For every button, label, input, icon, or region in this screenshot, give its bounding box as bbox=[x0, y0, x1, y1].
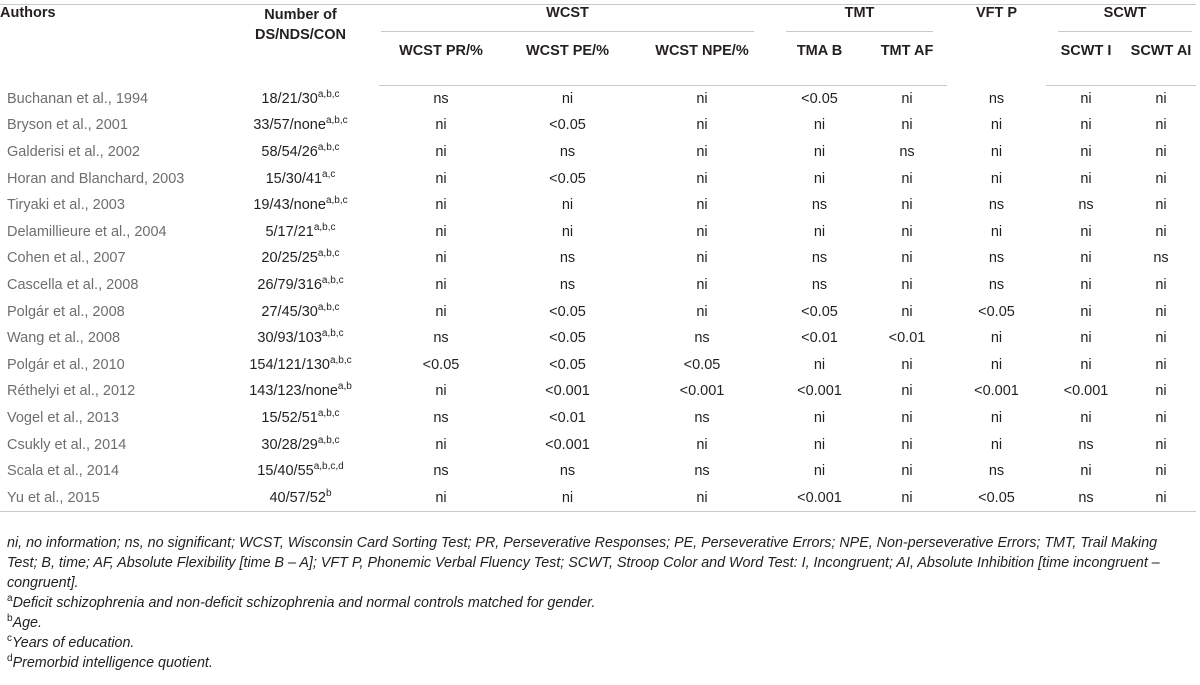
footnote-text: Age. bbox=[12, 615, 42, 631]
cell-number bbox=[222, 192, 379, 219]
cell-number-value: 19/43/none bbox=[253, 197, 326, 214]
cell-number-value: 15/40/55 bbox=[257, 463, 314, 480]
cell-number-value: 40/57/52 bbox=[269, 489, 326, 506]
cell-value: ni bbox=[561, 223, 574, 240]
cell-value: ni bbox=[1080, 117, 1092, 134]
cell-value: <0.001 bbox=[679, 383, 725, 400]
cell-value: <0.01 bbox=[801, 330, 838, 347]
cell-number bbox=[222, 325, 379, 352]
cell-value: <0.001 bbox=[797, 383, 842, 400]
table-header bbox=[0, 5, 1196, 86]
cell-value: ni bbox=[435, 170, 447, 187]
cell-value: ni bbox=[1155, 436, 1167, 453]
cell-value: ni bbox=[1155, 409, 1167, 426]
table-row bbox=[0, 192, 1196, 219]
cell-number-value: 15/52/51 bbox=[261, 409, 318, 426]
cell-value: ns bbox=[433, 463, 449, 480]
cell-value: ni bbox=[990, 223, 1003, 240]
cell-value: ni bbox=[901, 197, 913, 214]
footnote-text: Deficit schizophrenia and non-deficit schizophrenia and normal controls matched for gender. bbox=[12, 595, 596, 611]
cell-value: <0.05 bbox=[683, 356, 721, 373]
cell-value: ni bbox=[435, 223, 447, 240]
cell-value: ni bbox=[813, 356, 826, 373]
cell-value: ns bbox=[1078, 197, 1094, 214]
cell-number-value: 58/54/26 bbox=[261, 143, 318, 160]
cell-value: <0.05 bbox=[549, 356, 586, 373]
cell-value: ns bbox=[811, 250, 828, 267]
cell-value: ni bbox=[990, 143, 1003, 160]
cell-value: ni bbox=[1155, 383, 1167, 400]
cell-value: ni bbox=[632, 484, 772, 511]
table-row bbox=[0, 272, 1196, 299]
cell-author: Polgár et al., 2008 bbox=[7, 303, 125, 320]
cell-value: ni bbox=[696, 276, 708, 293]
cell-value: <0.001 bbox=[772, 484, 867, 511]
cell-author: Scala et al., 2014 bbox=[7, 463, 120, 480]
cell-number bbox=[222, 458, 379, 485]
header-wcst-pe: WCST PE/% bbox=[503, 43, 632, 85]
cell-author: Csukly et al., 2014 bbox=[7, 436, 127, 453]
cell-author: Cohen et al., 2007 bbox=[7, 250, 126, 267]
cell-author: Delamillieure et al., 2004 bbox=[7, 223, 167, 240]
cell-author: Bryson et al., 2001 bbox=[7, 117, 128, 134]
cell-value: ns bbox=[559, 463, 576, 480]
cell-value: ni bbox=[813, 170, 826, 187]
cell-value: ni bbox=[1080, 463, 1092, 480]
cell-number-superscript: a,b,c bbox=[313, 221, 336, 233]
footnote bbox=[7, 613, 1191, 633]
cell-value: <0.05 bbox=[549, 303, 586, 320]
cell-value: ns bbox=[559, 143, 576, 160]
cell-value: ns bbox=[899, 143, 915, 160]
header-tma-b: TMA B bbox=[772, 43, 867, 85]
footnote-text: Years of education. bbox=[12, 635, 135, 651]
cell-author: Vogel et al., 2013 bbox=[7, 409, 120, 426]
cell-value: ni bbox=[990, 117, 1003, 134]
cell-number bbox=[222, 85, 379, 112]
cell-value: ni bbox=[435, 303, 447, 320]
cell-value: ni bbox=[1080, 90, 1092, 107]
footnote-mark: d bbox=[7, 653, 13, 664]
cell-value: ni bbox=[696, 143, 708, 160]
header-wcst-npe: WCST NPE/% bbox=[632, 43, 772, 85]
cell-author: Horan and Blanchard, 2003 bbox=[7, 170, 185, 187]
cell-author: Buchanan et al., 1994 bbox=[7, 90, 149, 107]
cell-value: ni bbox=[990, 436, 1003, 453]
cell-number bbox=[222, 298, 379, 325]
cell-value: ni bbox=[990, 356, 1003, 373]
table-notes bbox=[7, 533, 1191, 673]
cell-number bbox=[222, 139, 379, 166]
cell-value: ns bbox=[988, 250, 1005, 267]
cell-value: ni bbox=[901, 276, 913, 293]
cell-value: ns bbox=[433, 409, 449, 426]
cell-value: ni bbox=[813, 409, 826, 426]
cell-value: ns bbox=[1046, 484, 1126, 511]
cell-value: ni bbox=[1155, 463, 1167, 480]
table-row bbox=[0, 218, 1196, 245]
cell-value: ni bbox=[435, 143, 447, 160]
cell-value: ni bbox=[561, 197, 574, 214]
cell-value: ni bbox=[561, 90, 574, 107]
cell-value: <0.05 bbox=[978, 303, 1015, 320]
cell-value: ni bbox=[696, 90, 708, 107]
cell-number-superscript: a,c bbox=[322, 168, 336, 180]
cell-value: ni bbox=[901, 170, 913, 187]
cell-value: ni bbox=[696, 197, 708, 214]
cell-value: <0.001 bbox=[1063, 383, 1109, 400]
cell-value: ns bbox=[988, 90, 1005, 107]
table-row bbox=[0, 378, 1196, 405]
cell-number-superscript: a,b,c,d bbox=[313, 461, 344, 473]
results-table bbox=[0, 4, 1196, 512]
cell-value: ni bbox=[813, 436, 826, 453]
cell-value: ni bbox=[696, 436, 708, 453]
cell-value: ni bbox=[1080, 276, 1092, 293]
cell-value: ni bbox=[1155, 223, 1167, 240]
cell-value: ni bbox=[813, 223, 826, 240]
table-row bbox=[0, 112, 1196, 139]
cell-value: ni bbox=[901, 436, 913, 453]
cell-value: ni bbox=[1155, 143, 1167, 160]
cell-value: <0.001 bbox=[545, 383, 590, 400]
footnote bbox=[7, 633, 1191, 653]
cell-value: ni bbox=[1155, 276, 1167, 293]
cell-value: ni bbox=[1155, 303, 1167, 320]
cell-value: ns bbox=[559, 276, 576, 293]
footnote bbox=[7, 653, 1191, 673]
cell-number bbox=[222, 112, 379, 139]
header-number-line2: DS/NDS/CON bbox=[254, 27, 347, 43]
cell-value: ni bbox=[901, 356, 913, 373]
cell-value: ni bbox=[1080, 223, 1092, 240]
cell-number bbox=[222, 245, 379, 272]
table-row bbox=[0, 245, 1196, 272]
cell-number-value: 33/57/none bbox=[253, 117, 326, 134]
cell-number-superscript: a,b,c bbox=[317, 248, 340, 260]
cell-value: ni bbox=[1155, 90, 1167, 107]
header-group-vftp: VFT P bbox=[975, 5, 1018, 21]
cell-number-superscript: a,b,c bbox=[317, 88, 340, 100]
cell-value: ni bbox=[696, 250, 708, 267]
cell-value: ns bbox=[1153, 250, 1169, 267]
cell-value: ni bbox=[901, 117, 913, 134]
cell-number bbox=[222, 431, 379, 458]
header-group-wcst: WCST bbox=[381, 5, 754, 32]
cell-value: ns bbox=[694, 463, 710, 480]
cell-number-superscript: a,b,c bbox=[329, 354, 352, 366]
cell-number-value: 5/17/21 bbox=[265, 223, 314, 240]
cell-value: ni bbox=[696, 170, 708, 187]
cell-value: <0.05 bbox=[801, 90, 838, 107]
header-number-line1: Number of bbox=[264, 7, 337, 23]
header-tmt-af: TMT AF bbox=[867, 43, 947, 85]
cell-value: ni bbox=[1155, 197, 1167, 214]
cell-number-superscript: a,b,c bbox=[325, 195, 348, 207]
cell-value: ni bbox=[813, 117, 826, 134]
cell-number bbox=[222, 351, 379, 378]
table-row bbox=[0, 405, 1196, 432]
cell-value: ni bbox=[901, 463, 913, 480]
cell-number bbox=[222, 165, 379, 192]
cell-number bbox=[222, 405, 379, 432]
cell-value: ns bbox=[433, 90, 449, 107]
cell-number bbox=[222, 378, 379, 405]
cell-number-superscript: a,b,c bbox=[317, 141, 340, 153]
cell-value: ns bbox=[1078, 436, 1094, 453]
cell-value: ni bbox=[867, 484, 947, 511]
cell-author: Wang et al., 2008 bbox=[7, 330, 121, 347]
cell-author: Cascella et al., 2008 bbox=[7, 276, 139, 293]
cell-value: ni bbox=[1155, 117, 1167, 134]
cell-author: Tiryaki et al., 2003 bbox=[7, 197, 125, 214]
cell-number-superscript: a,b,c bbox=[317, 434, 340, 446]
cell-number-superscript: b bbox=[325, 487, 332, 499]
cell-value: ni bbox=[1080, 303, 1092, 320]
cell-value: ni bbox=[901, 409, 913, 426]
footnotes bbox=[7, 593, 1191, 673]
cell-author: Yu et al., 2015 bbox=[0, 484, 222, 511]
cell-number-superscript: a,b bbox=[337, 381, 352, 393]
table-body bbox=[0, 85, 1196, 512]
cell-author: Polgár et al., 2010 bbox=[7, 356, 125, 373]
cell-value: ni bbox=[1155, 330, 1167, 347]
cell-author: Réthelyi et al., 2012 bbox=[7, 383, 136, 400]
cell-value: ni bbox=[696, 303, 708, 320]
cell-value: ni bbox=[435, 383, 447, 400]
cell-number-value: 18/21/30 bbox=[261, 90, 318, 107]
cell-number-superscript: a,b,c bbox=[325, 115, 348, 127]
footnote bbox=[7, 593, 1191, 613]
cell-value: ns bbox=[559, 250, 576, 267]
table-row bbox=[0, 325, 1196, 352]
cell-value: ni bbox=[1080, 143, 1092, 160]
cell-value: ns bbox=[694, 330, 710, 347]
cell-number-value: 15/30/41 bbox=[265, 170, 323, 187]
header-group-tmt: TMT bbox=[786, 5, 933, 32]
cell-value: ni bbox=[901, 90, 913, 107]
table-row bbox=[0, 165, 1196, 192]
table-row bbox=[0, 458, 1196, 485]
cell-value: ni bbox=[1080, 409, 1092, 426]
table-row bbox=[0, 431, 1196, 458]
cell-value: <0.05 bbox=[422, 356, 460, 373]
cell-value: ni bbox=[1080, 330, 1092, 347]
cell-author: Galderisi et al., 2002 bbox=[7, 143, 140, 160]
header-authors: Authors bbox=[0, 5, 56, 21]
table-row bbox=[0, 85, 1196, 112]
cell-number bbox=[222, 484, 379, 511]
cell-number-value: 143/123/none bbox=[249, 383, 338, 400]
cell-value: ni bbox=[813, 143, 826, 160]
cell-number-value: 30/93/103 bbox=[257, 330, 322, 347]
header-wcst-pr: WCST PR/% bbox=[379, 43, 503, 85]
cell-number-value: 20/25/25 bbox=[261, 250, 318, 267]
footnote-mark: c bbox=[7, 633, 12, 644]
cell-value: ni bbox=[990, 330, 1003, 347]
cell-value: <0.05 bbox=[549, 117, 586, 134]
table-row bbox=[0, 139, 1196, 166]
cell-value: ni bbox=[1080, 250, 1092, 267]
cell-value: ni bbox=[901, 303, 913, 320]
cell-value: ns bbox=[988, 276, 1005, 293]
cell-value: <0.05 bbox=[801, 303, 838, 320]
footnote-mark: a bbox=[7, 593, 13, 604]
cell-number-superscript: a,b,c bbox=[321, 328, 344, 340]
cell-value: ni bbox=[990, 409, 1003, 426]
cell-value: <0.05 bbox=[549, 170, 586, 187]
header-group-scwt: SCWT bbox=[1058, 5, 1192, 32]
table-row bbox=[0, 298, 1196, 325]
cell-value: ns bbox=[988, 463, 1005, 480]
cell-value: <0.05 bbox=[947, 484, 1046, 511]
cell-value: ni bbox=[696, 223, 708, 240]
cell-value: ni bbox=[503, 484, 632, 511]
cell-value: ni bbox=[1126, 484, 1196, 511]
table-row bbox=[0, 484, 1196, 511]
table-row bbox=[0, 351, 1196, 378]
header-scwt-i: SCWT I bbox=[1046, 43, 1126, 85]
cell-value: ni bbox=[435, 117, 447, 134]
cell-value: ni bbox=[435, 250, 447, 267]
cell-value: <0.01 bbox=[888, 330, 926, 347]
cell-number-value: 27/45/30 bbox=[261, 303, 318, 320]
cell-value: <0.001 bbox=[974, 383, 1019, 400]
cell-number-value: 30/28/29 bbox=[261, 436, 318, 453]
cell-value: ns bbox=[811, 276, 828, 293]
cell-value: ni bbox=[990, 170, 1003, 187]
footnote-mark: b bbox=[7, 613, 13, 624]
cell-value: ni bbox=[813, 463, 826, 480]
cell-number bbox=[222, 272, 379, 299]
cell-value: ns bbox=[988, 197, 1005, 214]
cell-number-value: 154/121/130 bbox=[249, 356, 330, 373]
cell-value: ns bbox=[811, 197, 828, 214]
cell-value: <0.01 bbox=[549, 409, 586, 426]
cell-number-superscript: a,b,c bbox=[321, 274, 344, 286]
abbreviations-note: ni, no information; ns, no significant; WCST, Wisconsin Card Sorting Test; PR, Perseverative Responses; PE, Perseverative Errors; NPE, Non-perseverative Errors; TMT, Trail Making Test; B, time; AF, Absolute Flexibility [time B – A]; VFT P, Phonemic Verbal Fluency Test; SCWT, Stroop Color and Word Test: I, Incongruent; AI, Absolute Inhibition [time incongruent – congruent]. bbox=[7, 535, 1160, 591]
cell-value: ni bbox=[435, 276, 447, 293]
cell-value: ni bbox=[901, 223, 913, 240]
cell-value: ni bbox=[435, 436, 447, 453]
cell-value: ni bbox=[1155, 170, 1167, 187]
cell-value: ns bbox=[433, 330, 449, 347]
cell-value: ni bbox=[901, 383, 913, 400]
cell-value: <0.001 bbox=[545, 436, 590, 453]
cell-value: ni bbox=[1080, 170, 1092, 187]
cell-value: ni bbox=[435, 197, 447, 214]
cell-number-value: 26/79/316 bbox=[257, 276, 322, 293]
cell-value: ni bbox=[696, 117, 708, 134]
cell-value: <0.05 bbox=[549, 330, 586, 347]
cell-value: ni bbox=[901, 250, 913, 267]
cell-number-superscript: a,b,c bbox=[317, 301, 340, 313]
cell-value: ni bbox=[379, 484, 503, 511]
cell-value: ni bbox=[1155, 356, 1167, 373]
footnote-text: Premorbid intelligence quotient. bbox=[12, 655, 213, 671]
cell-number-superscript: a,b,c bbox=[317, 407, 340, 419]
cell-value: ni bbox=[1080, 356, 1092, 373]
header-number bbox=[222, 5, 379, 85]
cell-number bbox=[222, 218, 379, 245]
header-scwt-ai: SCWT AI bbox=[1126, 43, 1196, 85]
cell-value: ns bbox=[694, 409, 710, 426]
